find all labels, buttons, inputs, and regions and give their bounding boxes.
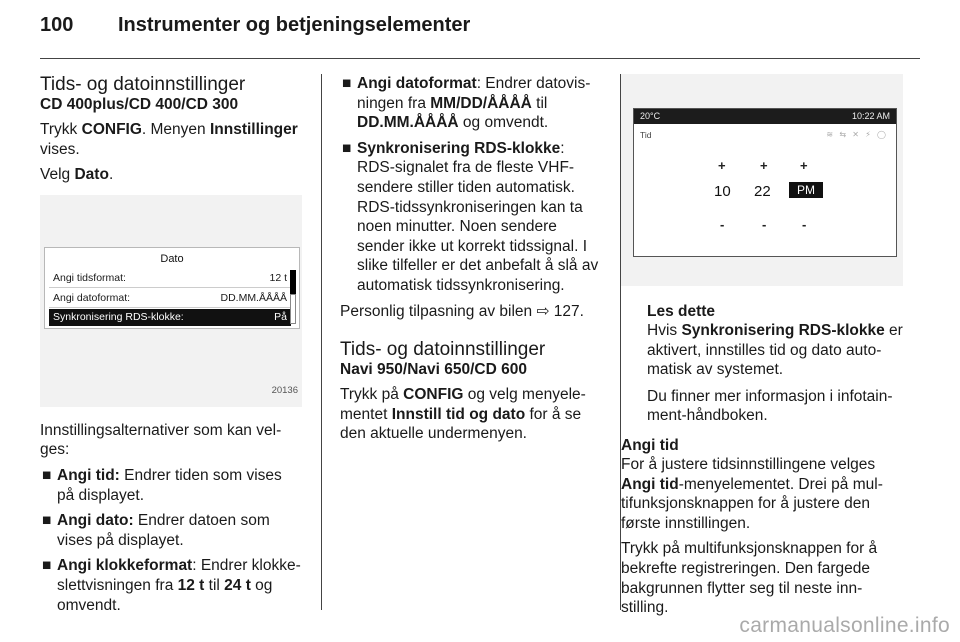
column-divider: [321, 74, 322, 610]
column-2: [340, 74, 602, 450]
note-title: Les dette: [647, 303, 716, 320]
hour-value: 10: [714, 183, 731, 200]
menu-row-selected: Synkronisering RDS-klokke: På: [49, 309, 291, 326]
menu-row: Angi datoformat: DD.MM.ÅÅÅÅ: [49, 290, 291, 308]
arrow-right-icon: ⇨: [536, 302, 550, 320]
page-number: 100: [40, 14, 74, 36]
status-bar: [634, 109, 896, 124]
clock: 10:22 AM: [851, 111, 890, 121]
ampm-value: PM: [789, 182, 823, 198]
section-heading: Tids- og datoinnstillinger: [40, 74, 246, 95]
minus-icon: -: [720, 217, 725, 232]
bullet-list: [340, 74, 602, 296]
display-screen: [633, 108, 897, 257]
status-icons: ≋ ⇆ ✕ ⚡ ◯: [826, 130, 888, 139]
plus-icon: +: [800, 158, 808, 173]
cross-reference: Personlig tilpasning av bilen ⇨ 127.: [340, 302, 584, 320]
paragraph: Trykk på multifunksjonsknappen for å bekrefte registreringen. Den fargede bakgrunnen flytter seg til neste innstilling.: [621, 540, 878, 617]
section-subheading: Navi 950/Navi 650/CD 600: [340, 361, 527, 379]
paragraph: Hvis Synkronisering RDS-klokke er aktivert, innstilles tid og dato automatisk av systemet.: [647, 322, 903, 379]
paragraph: Trykk på CONFIG og velg menyelementet Innstill tid og dato for å se den aktuelle undermenyen.: [340, 386, 586, 443]
header-rule: [40, 58, 920, 59]
scrollbar-track: [290, 294, 296, 324]
column-3: [621, 74, 903, 624]
paragraph: Innstillingsalternativer som kan velges:: [40, 421, 282, 459]
minus-icon: -: [762, 217, 767, 232]
menu-row: Angi tidsformat: 12 t: [49, 270, 291, 288]
scrollbar-thumb: [290, 270, 296, 294]
column-1: [40, 74, 302, 621]
bullet-list: [40, 466, 302, 615]
section-heading: Tids- og datoinnstillinger: [340, 339, 546, 361]
list-item: ■ Angi dato: Endrer datoen som vises på displayet.: [42, 512, 270, 549]
watermark: carmanualsonline.info: [739, 614, 950, 637]
dato-menu-figure: [40, 195, 302, 407]
note-box: [621, 302, 903, 426]
menu-screen: [44, 247, 300, 329]
screen-subtitle: Tid: [640, 130, 652, 140]
list-item: ■ Angi klokkeformat: Endrer klokkeslettvisningen fra 12 t til 24 t og omvendt.: [42, 557, 301, 614]
page-title: Instrumenter og betjeningselementer: [118, 14, 471, 36]
plus-icon: +: [718, 158, 726, 173]
paragraph: Du finner mer informasjon i infotainment-håndboken.: [647, 387, 893, 425]
paragraph: Velg Dato.: [40, 166, 114, 184]
page-header: [40, 14, 470, 37]
figure-code: 20136: [271, 385, 298, 397]
paragraph: For å justere tidsinnstillingene velges Angi tid-menyelementet. Drei på multifunksjonsknappen for å justere den første innstillingen.: [621, 455, 883, 532]
list-item: ■ Synkronisering RDS-klokke: RDS-signalet fra de fleste VHF-sendere stiller tiden automatisk. RDS-tidssynkroniseringen kan ta noen minutter. Noen sendere sender ikke ut korrekt tidssignal. I slike tilfeller er det anbefalt å slå av automatisk tidssynkronisering.: [342, 139, 599, 294]
time-screen-figure: [621, 74, 903, 286]
list-item: ■ Angi tid: Endrer tiden som vises på displayet.: [42, 466, 282, 504]
paragraph: Trykk CONFIG. Menyen Innstillinger vises.: [40, 121, 298, 158]
plus-icon: +: [760, 158, 768, 173]
menu-title: Dato: [160, 252, 184, 265]
section-subheading: CD 400plus/CD 400/CD 300: [40, 96, 239, 113]
temperature: 20°C: [640, 111, 661, 121]
list-item: ■ Angi datoformat: Endrer datovisningen fra MM/DD/ÅÅÅÅ til DD.MM.ÅÅÅÅ og omvendt.: [342, 75, 591, 132]
section-subheading: Angi tid: [621, 436, 679, 454]
minute-value: 22: [754, 183, 771, 200]
minus-icon: -: [802, 217, 807, 232]
